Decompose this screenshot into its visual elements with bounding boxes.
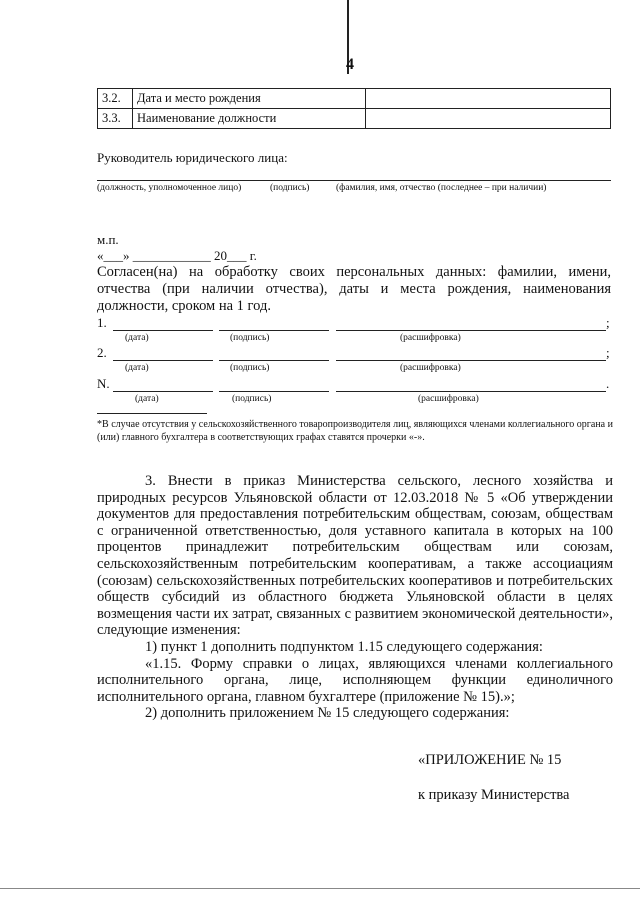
row-label: Наименование должности bbox=[133, 109, 366, 129]
decode-field bbox=[336, 360, 606, 361]
signature-title: Руководитель юридического лица: bbox=[97, 150, 288, 165]
caption-sign: (подпись) bbox=[230, 363, 270, 373]
consent-row-number: 2. bbox=[97, 345, 107, 360]
appendix-title: «ПРИЛОЖЕНИЕ № 15 bbox=[418, 752, 562, 768]
date-line: «___» ____________ 20___ г. bbox=[97, 248, 257, 263]
sign-field bbox=[219, 330, 329, 331]
table-row bbox=[98, 89, 611, 109]
paragraph: 2) дополнить приложением № 15 следующего содержания: bbox=[145, 705, 510, 722]
paragraph: 1) пункт 1 дополнить подпунктом 1.15 следующего содержания: bbox=[145, 638, 543, 655]
page-edge-line bbox=[0, 888, 640, 889]
decode-field bbox=[336, 391, 606, 392]
row-number: 3.3. bbox=[98, 109, 133, 129]
caption-decode: (расшифровка) bbox=[418, 394, 479, 404]
date-field bbox=[113, 360, 213, 361]
consent-text: Согласен(на) на обработку своих персональных данных: фамилии, имени, отчества (при наличии отчества), даты и места рождения, наименования должности, сроком на 1 год. bbox=[97, 264, 611, 314]
caption-position: (должность, уполномоченное лицо) bbox=[97, 183, 242, 193]
page-number: 4 bbox=[346, 56, 354, 73]
caption-date: (дата) bbox=[125, 363, 149, 373]
appendix-subtitle: к приказу Министерства bbox=[418, 787, 570, 803]
caption-sign: (подпись) bbox=[230, 333, 270, 343]
consent-row-number: N. bbox=[97, 376, 110, 391]
sign-field bbox=[219, 391, 329, 392]
row-end: ; bbox=[606, 345, 610, 360]
caption-decode: (расшифровка) bbox=[400, 333, 461, 343]
table-row bbox=[98, 109, 611, 129]
row-label: Дата и место рождения bbox=[133, 89, 366, 109]
row-value bbox=[366, 109, 611, 129]
signature-line bbox=[97, 180, 611, 181]
row-end: ; bbox=[606, 315, 610, 330]
caption-decode: (расшифровка) bbox=[400, 363, 461, 373]
footnote-separator bbox=[97, 413, 207, 414]
caption-sign: (подпись) bbox=[232, 394, 272, 404]
amendment-body bbox=[97, 473, 613, 722]
stamp-mark: м.п. bbox=[97, 232, 119, 247]
caption-name: (фамилия, имя, отчество (последнее – при наличии) bbox=[336, 183, 547, 193]
date-field bbox=[113, 391, 213, 392]
row-end: . bbox=[606, 376, 610, 391]
consent-row-number: 1. bbox=[97, 315, 107, 330]
caption-date: (дата) bbox=[125, 333, 149, 343]
sign-field bbox=[219, 360, 329, 361]
paragraph: 3. Внести в приказ Министерства сельского, лесного хозяйства и природных ресурсов Ульяновской области от 12.03.2018 № 5 «Об утверждении документов для предоставления потребительским обществам, союзам, обществам с ограниченной ответственностью, доля уставного капитала в которых на 100 процентов принадлежит потребительским обществам или союзам, сельскохозяйственным потребительским кооперативам, а также ассоциациям (союзам) сельскохозяйственных потребительских кооперативов и потребительских обществ субсидий из областного бюджета Ульяновской области в целях возмещения части их затрат, связанных с развитием экономической деятельности», следующие изменения: bbox=[97, 473, 613, 639]
date-field bbox=[113, 330, 213, 331]
row-value bbox=[366, 89, 611, 109]
paragraph: «1.15. Форму справки о лицах, являющихся членами коллегиального исполнительного органа, лице, исполняющем функции единоличного исполнительного органа, главном бухгалтере (приложение № 15).»; bbox=[97, 655, 613, 705]
row-number: 3.2. bbox=[98, 89, 133, 109]
decode-field bbox=[336, 330, 606, 331]
caption-date: (дата) bbox=[135, 394, 159, 404]
data-table bbox=[97, 88, 611, 129]
footnote: *В случае отсутствия у сельскохозяйственного товаропроизводителя лиц, являющихся членами коллегиального органа и (или) главного бухгалтера в соответствующих графах ставятся прочерки «-». bbox=[97, 419, 613, 443]
caption-signature: (подпись) bbox=[270, 183, 310, 193]
